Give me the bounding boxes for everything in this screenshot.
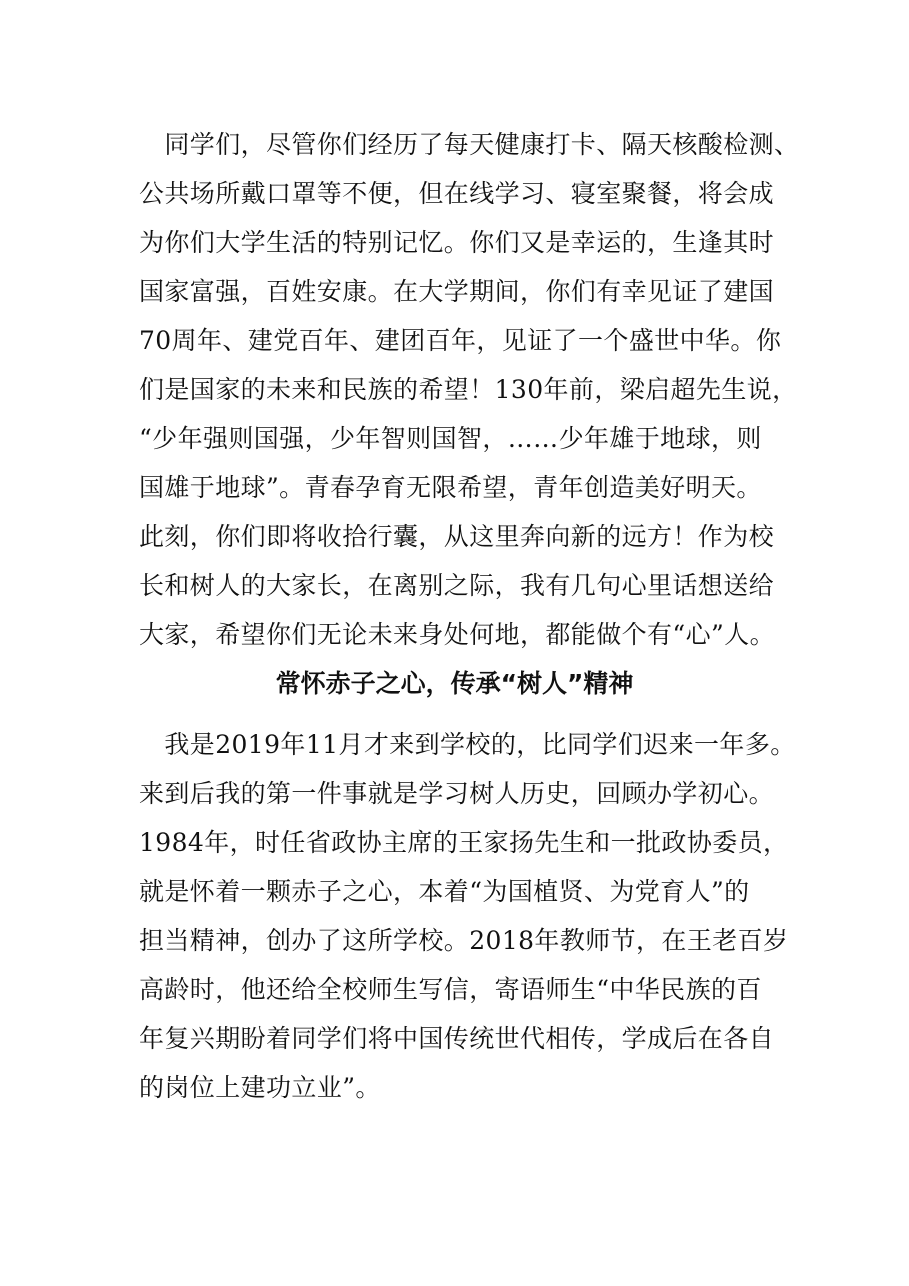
paragraph-1-line-5: 70周年、建党百年、建团百年，见证了一个盛世中华。你 [139, 326, 782, 355]
paragraph-2-line-3: 1984年，时任省政协主席的王家扬先生和一批政协委员， [139, 828, 789, 857]
paragraph-1-line-9: 此刻，你们即将收拾行囊，从这里奔向新的远方！作为校 [139, 522, 775, 551]
paragraph-1-line-2: 公共场所戴口罩等不便，但在线学习、寝室聚餐，将会成 [139, 179, 775, 208]
paragraph-2-line-5: 担当精神，创办了这所学校。2018年教师节，在王老百岁 [139, 926, 789, 955]
paragraph-2-line-6: 高龄时，他还给全校师生写信，寄语师生“中华民族的百 [139, 975, 762, 1004]
paragraph-1-line-11: 大家，希望你们无论未来身处何地，都能做个有“心”人。 [139, 620, 775, 649]
paragraph-1-line-4: 国家富强，百姓安康。在大学期间，你们有幸见证了建国 [139, 277, 775, 306]
paragraph-1-line-6: 们是国家的未来和民族的希望！130年前，梁启超先生说， [139, 375, 798, 404]
paragraph-1-line-10: 长和树人的大家长，在离别之际，我有几句心里话想送给 [139, 571, 775, 600]
paragraph-2-line-8: 的岗位上建功立业”。 [139, 1073, 381, 1102]
paragraph-1-line-8: 国雄于地球”。青春孕育无限希望，青年创造美好明天。 [139, 473, 762, 502]
paragraph-2-line-1: 我是2019年11月才来到学校的，比同学们迟来一年多。 [139, 730, 796, 759]
paragraph-1-line-3: 为你们大学生活的特别记忆。你们又是幸运的，生逢其时 [139, 228, 775, 257]
paragraph-1-line-7: “少年强则国强，少年智则国智，……少年雄于地球，则 [139, 424, 762, 453]
paragraph-2-line-2: 来到后我的第一件事就是学习树人历史，回顾办学初心。 [139, 779, 775, 808]
section-heading: 常怀赤子之心，传承“树人”精神 [275, 669, 634, 698]
paragraph-2-line-7: 年复兴期盼着同学们将中国传统世代相传，学成后在各自 [139, 1024, 775, 1053]
paragraph-1-line-1: 同学们，尽管你们经历了每天健康打卡、隔天核酸检测、 [139, 130, 800, 159]
paragraph-2-line-4: 就是怀着一颗赤子之心，本着“为国植贤、为党育人”的 [139, 877, 750, 906]
